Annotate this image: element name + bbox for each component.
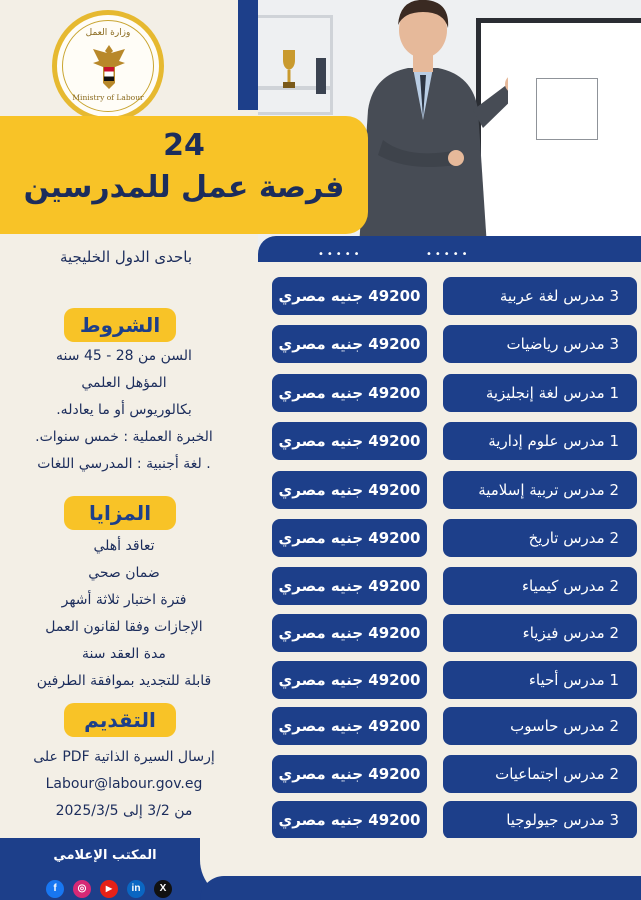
facebook-icon[interactable]: f xyxy=(46,880,64,898)
job-title-cell: 2 مدرس تاريخ xyxy=(443,519,637,557)
x-icon[interactable]: X xyxy=(154,880,172,898)
salary-cell: 49200 جنيه مصري xyxy=(272,707,427,745)
job-title-cell: 1 مدرس لغة إنجليزية xyxy=(443,374,637,412)
job-title-cell: 2 مدرس تربية إسلامية xyxy=(443,471,637,509)
apply-dates: من 3/2 إلى 2025/3/5 xyxy=(55,803,193,819)
benefits-label: المزايا xyxy=(64,496,176,530)
job-title-cell: 2 مدرس اجتماعيات xyxy=(443,755,637,793)
salary-cell: 49200 جنيه مصري xyxy=(272,614,427,652)
job-title-cell: 2 مدرس كيمياء xyxy=(443,567,637,605)
jobs-count: 24 xyxy=(163,128,205,163)
salary-cell: 49200 جنيه مصري xyxy=(272,567,427,605)
salary-cell: 49200 جنيه مصري xyxy=(272,325,427,363)
footer-bar xyxy=(200,876,641,900)
ministry-logo xyxy=(52,10,164,122)
benefit-item: قابلة للتجديد بموافقة الطرفين xyxy=(36,673,212,689)
salary-cell: 49200 جنيه مصري xyxy=(272,801,427,839)
apply-instruction: إرسال السيرة الذاتية PDF على xyxy=(33,749,215,765)
media-office-label: المكتب الإعلامي xyxy=(53,848,157,863)
instagram-icon[interactable]: ◎ xyxy=(73,880,91,898)
condition-item: الخبرة العملية : خمس سنوات. xyxy=(35,429,213,445)
condition-item: السن من 28 - 45 سنه xyxy=(56,348,192,364)
benefits-list xyxy=(0,533,248,695)
salary-cell: 49200 جنيه مصري xyxy=(272,661,427,699)
page-title: فرصة عمل للمدرسين xyxy=(23,170,345,205)
job-title-cell: 3 مدرس لغة عربية xyxy=(443,277,637,315)
job-title-cell: 3 مدرس رياضيات xyxy=(443,325,637,363)
condition-item: بكالوريوس أو ما يعادله. xyxy=(56,402,192,418)
salary-cell: 49200 جنيه مصري xyxy=(272,422,427,460)
salary-cell: 49200 جنيه مصري xyxy=(272,755,427,793)
apply-info xyxy=(0,744,248,825)
job-title-cell: 1 مدرس أحياء xyxy=(443,661,637,699)
job-title-cell: 1 مدرس علوم إدارية xyxy=(443,422,637,460)
benefit-item: ضمان صحي xyxy=(88,565,160,581)
trophy-icon xyxy=(280,48,298,93)
job-title-cell: 3 مدرس جيولوجيا xyxy=(443,801,637,839)
eagle-icon xyxy=(85,41,133,93)
frame-accent xyxy=(238,0,258,110)
salary-cell: 49200 جنيه مصري xyxy=(272,374,427,412)
books xyxy=(316,58,326,94)
salary-cell: 49200 جنيه مصري xyxy=(272,519,427,557)
salary-cell: 49200 جنيه مصري xyxy=(272,277,427,315)
logo-arabic-text: وزارة العمل xyxy=(85,28,131,38)
conditions-list xyxy=(0,343,248,478)
job-title-cell: 2 مدرس حاسوب xyxy=(443,707,637,745)
dots-decoration: ••••• xyxy=(318,249,363,260)
salary-cell: 49200 جنيه مصري xyxy=(272,471,427,509)
subtitle: باحدى الدول الخليجية xyxy=(59,248,193,266)
bookshelf xyxy=(258,15,333,115)
job-title-cell: 2 مدرس فيزياء xyxy=(443,614,637,652)
conditions-label: الشروط xyxy=(64,308,176,342)
logo-english-text: Ministry of Labour xyxy=(72,93,144,102)
benefit-item: الإجازات وفقا لقانون العمل xyxy=(45,619,203,635)
benefit-item: مدة العقد سنة xyxy=(82,646,166,662)
youtube-icon[interactable]: ▶ xyxy=(100,880,118,898)
apply-label: التقديم xyxy=(64,703,176,737)
condition-item: المؤهل العلمي xyxy=(81,375,167,391)
condition-item: . لغة أجنبية : المدرسي اللغات xyxy=(37,456,211,472)
apply-email[interactable]: Labour@labour.gov.eg xyxy=(45,776,203,792)
linkedin-icon[interactable]: in xyxy=(127,880,145,898)
benefit-item: فترة اختبار ثلاثة أشهر xyxy=(61,592,187,608)
benefit-item: تعاقد أهلي xyxy=(93,538,155,554)
social-links xyxy=(46,880,172,898)
dots-decoration: ••••• xyxy=(426,249,471,260)
